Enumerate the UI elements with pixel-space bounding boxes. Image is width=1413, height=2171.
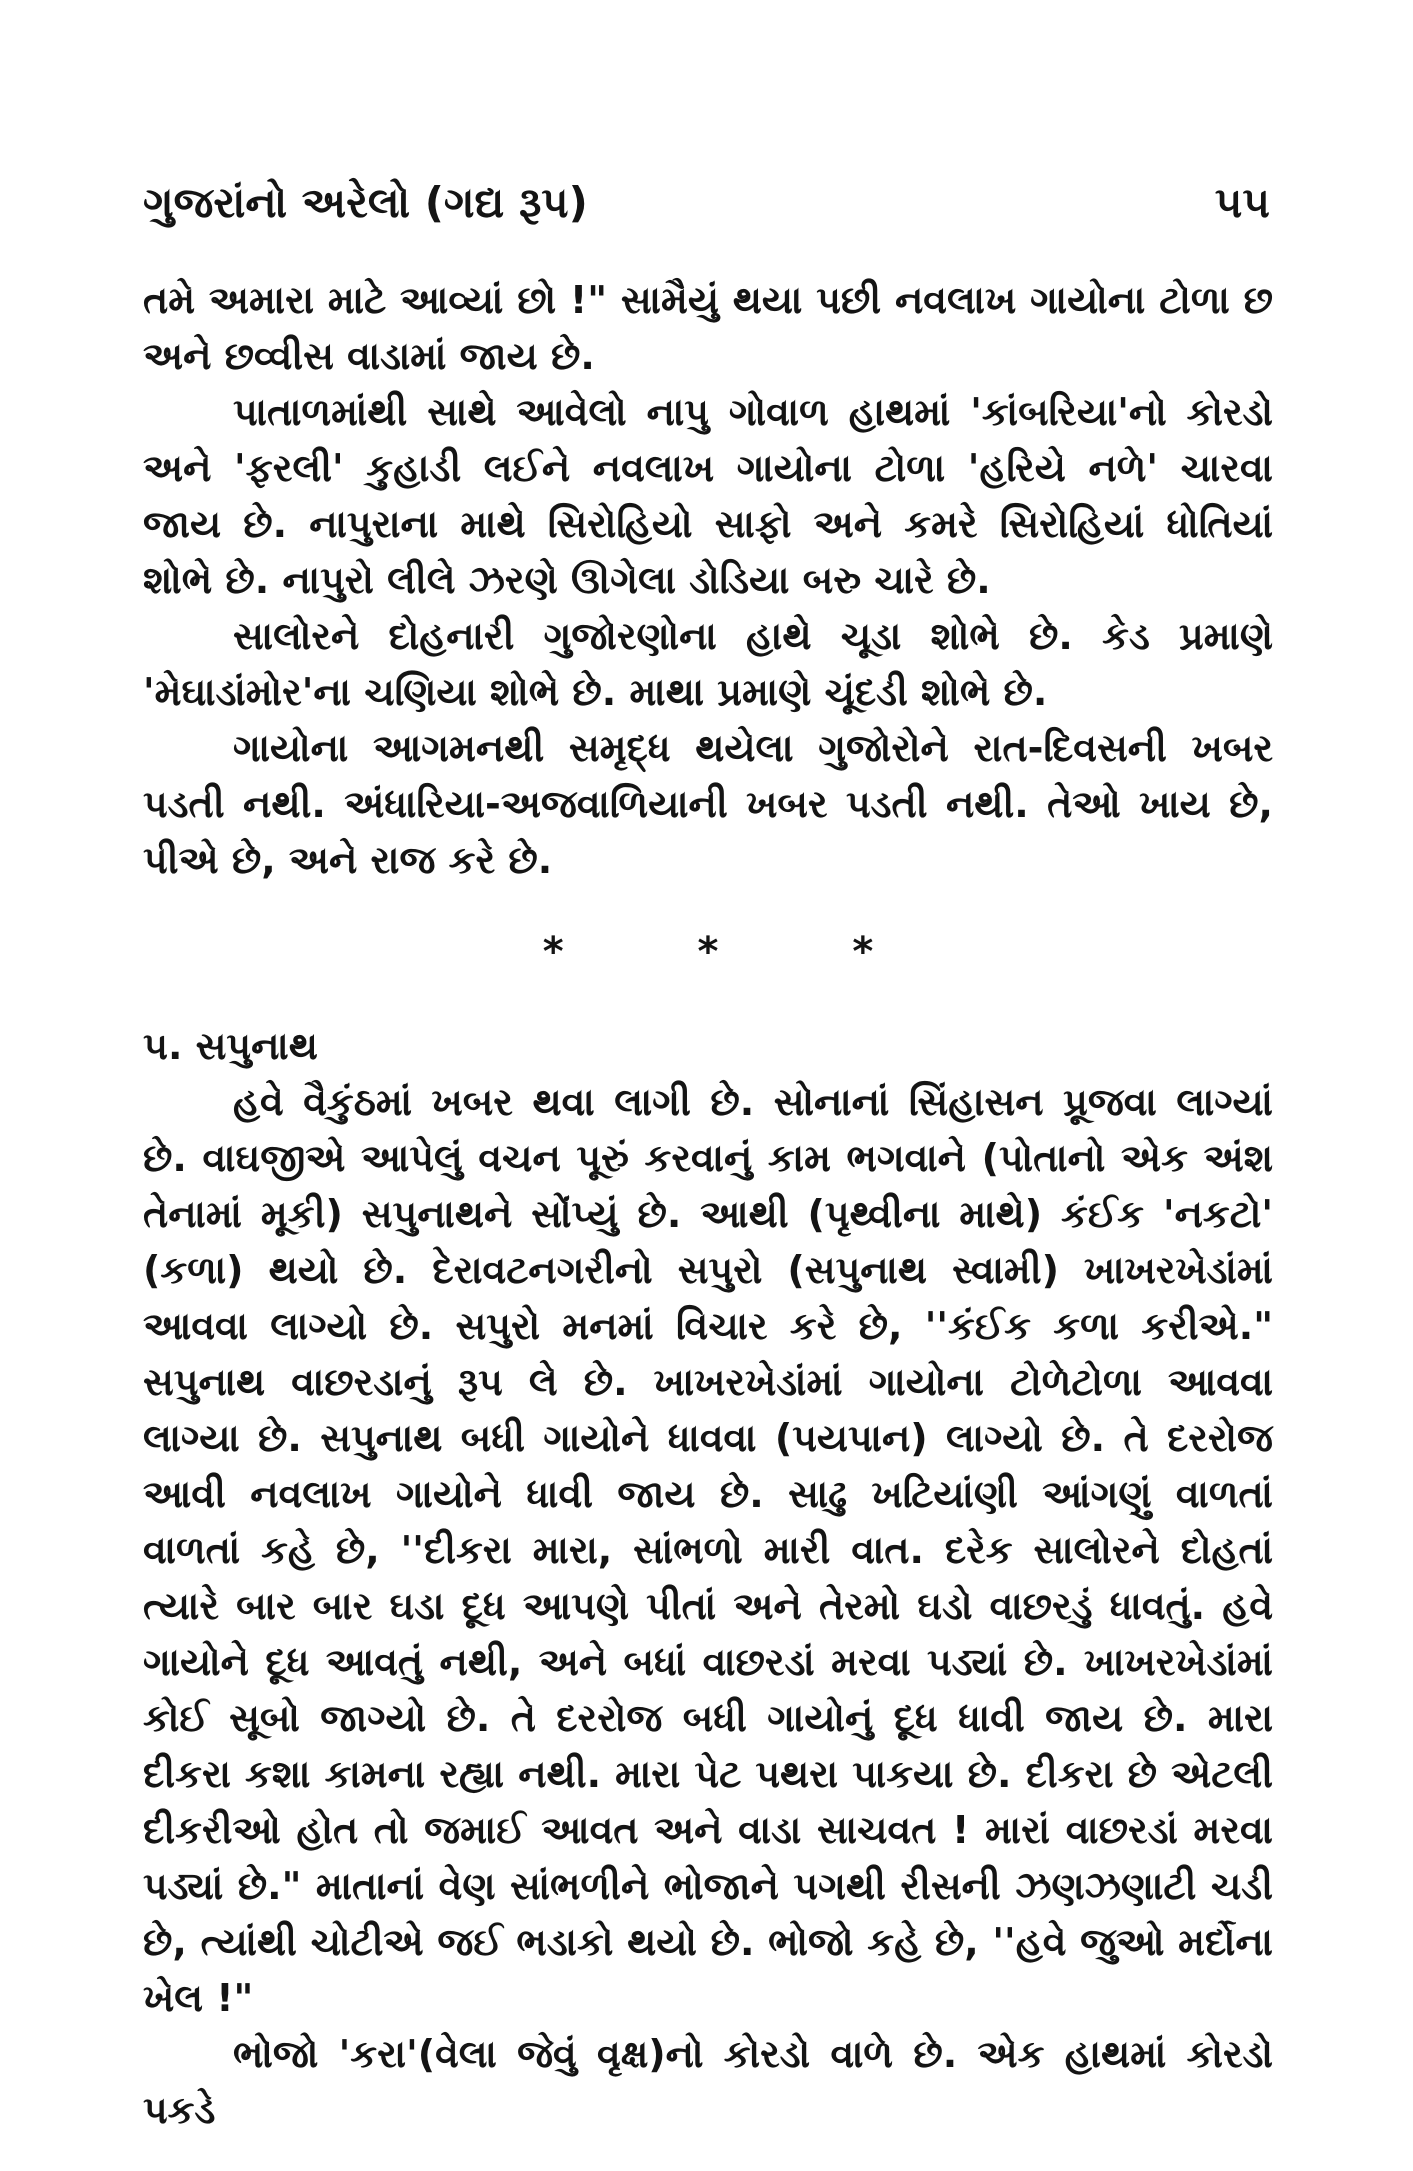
section-separator: * * * xyxy=(542,929,934,975)
running-title: ગુજરાંનો અરેલો (ગદ્ય રૂપ) xyxy=(143,178,588,227)
page-number: ૫૫ xyxy=(1214,178,1270,227)
paragraph: પાતાળમાંથી સાથે આવેલો નાપુ ગોવાળ હાથમાં 'કાંબરિયા'નો કોરડો અને 'ફરલી' કુહાડી લઈને નવલાખ ગાયોના ટોળા 'હરિયે નળે' ચારવા જાય છે. નાપુરાના માથે સિરોહિયો સાફો અને કમરે સિરોહિયાં ધોતિયાં શોભે છે. નાપુરો લીલે ઝરણે ઊગેલા ડોડિયા બરુ ચારે છે. xyxy=(143,390,1273,602)
body-text xyxy=(143,272,1273,2138)
paragraph: ગાયોના આગમનથી સમૃદ્ધ થયેલા ગુજોરોને રાત-દિવસની ખબર પડતી નથી. અંધારિયા-અજવાળિયાની ખબર પડતી નથી. તેઓ ખાય છે, પીએ છે, અને રાજ કરે છે. xyxy=(143,726,1273,882)
running-header xyxy=(143,178,1270,234)
paragraph: ભોજો 'કરા'(વેલા જેવું વૃક્ષ)નો કોરડો વાળે છે. એક હાથમાં કોરડો પકડે xyxy=(143,2032,1273,2132)
paragraph: તમે અમારા માટે આવ્યાં છો !" સામૈયું થયા પછી નવલાખ ગાયોના ટોળા છ અને છવ્વીસ વાડામાં જાય છે. xyxy=(143,278,1273,378)
paragraph: સાલોરને દોહનારી ગુજોરણોના હાથે ચૂડા શોભે છે. કેડ પ્રમાણે 'મેઘાડાંમોર'ના ચણિયા શોભે છે. માથા પ્રમાણે ચૂંદડી શોભે છે. xyxy=(143,614,1273,714)
paragraph: હવે વૈકુંઠમાં ખબર થવા લાગી છે. સોનાનાં સિંહાસન પ્રૂજવા લાગ્યાં છે. વાઘજીએ આપેલું વચન પૂરું કરવાનું કામ ભગવાને (પોતાનો એક અંશ તેનામાં મૂકી) સપુનાથને સોંપ્યું છે. આથી (પૃથ્વીના માથે) કંઈક 'નકટો' (કળા) થયો છે. દેરાવટનગરીનો સપુરો (સપુનાથ સ્વામી) ખાખરખેડાંમાં આવવા લાગ્યો છે. સપુરો મનમાં વિચાર કરે છે, ''કંઈક કળા કરીએ." સપુનાથ વાછરડાનું રૂપ લે છે. ખાખરખેડાંમાં ગાયોના ટોળેટોળા આવવા લાગ્યા છે. સપુનાથ બધી ગાયોને ધાવવા (પયપાન) લાગ્યો છે. તે દરરોજ આવી નવલાખ ગાયોને ધાવી જાય છે. સાઢુ ખટિયાંણી આંગણું વાળતાં વાળતાં કહે છે, ''દીકરા મારા, સાંભળો મારી વાત. દરેક સાલોરને દોહતાં ત્યારે બાર બાર ઘડા દૂધ આપણે પીતાં અને તેરમો ઘડો વાછરડું ધાવતું. હવે ગાયોને દૂધ આવતું નથી, અને બધાં વાછરડાં મરવા પડ્યાં છે. ખાખરખેડાંમાં કોઈ સૂબો જાગ્યો છે. તે દરરોજ બધી ગાયોનું દૂધ ધાવી જાય છે. મારા દીકરા કશા કામના રહ્યા નથી. મારા પેટ પથરા પાકયા છે. દીકરા છે એટલી દીકરીઓ હોત તો જમાઈ આવત અને વાડા સાચવત ! મારાં વાછરડાં મરવા પડ્યાં છે." માતાનાં વેણ સાંભળીને ભોજાને પગથી રીસની ઝણઝણાટી ચડી છે, ત્યાંથી ચોટીએ જઈ ભડાકો થયો છે. ભોજો કહે છે, ''હવે જુઓ મર્દોના ખેલ !" xyxy=(143,1080,1273,2020)
section-heading: ૫. સપુનાથ xyxy=(143,1024,318,1068)
